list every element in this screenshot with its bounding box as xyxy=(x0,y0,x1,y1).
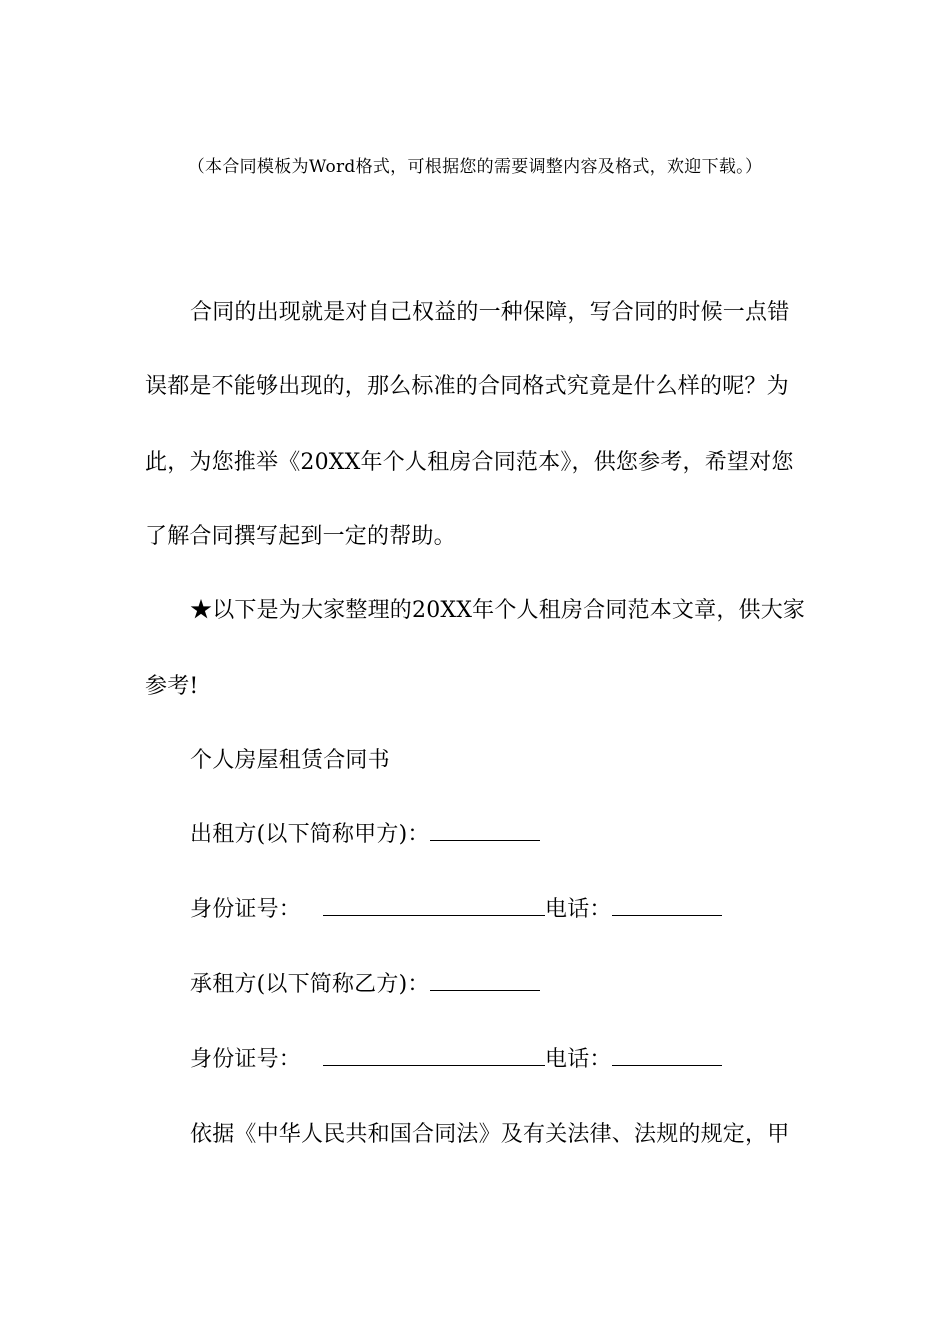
intro-line-3: 此，为您推举《20XX年个人租房合同范本》，供您参考，希望对您 xyxy=(145,450,794,475)
intro-line-1: 合同的出现就是对自己权益的一种保障，写合同的时候一点错 xyxy=(190,300,790,325)
lessee-phone-blank xyxy=(612,1045,722,1066)
lessee-phone-label: 电话： xyxy=(545,1047,612,1072)
lessee-blank xyxy=(430,970,540,991)
lessor-row xyxy=(190,820,540,850)
lessee-label: 承租方(以下简称乙方)： xyxy=(190,972,430,997)
lessor-label: 出租方(以下简称甲方)： xyxy=(190,822,430,847)
lessor-id-label: 身份证号： xyxy=(190,897,302,922)
lessor-blank xyxy=(430,820,540,841)
basis-line: 依据《中华人民共和国合同法》及有关法律、法规的规定，甲 xyxy=(190,1122,790,1147)
contract-title: 个人房屋租赁合同书 xyxy=(190,748,390,773)
notice-line-1: ★以下是为大家整理的20XX年个人租房合同范本文章，供大家 xyxy=(190,598,806,623)
lessor-phone-blank xyxy=(612,895,722,916)
intro-line-2: 误都是不能够出现的，那么标准的合同格式究竟是什么样的呢？为 xyxy=(145,374,789,399)
intro-line-4: 了解合同撰写起到一定的帮助。 xyxy=(145,524,456,549)
template-note: （本合同模板为Word格式，可根据您的需要调整内容及格式，欢迎下载。） xyxy=(187,157,763,177)
lessor-id-blank xyxy=(323,895,545,916)
lessor-phone-label: 电话： xyxy=(545,897,612,922)
notice-line-2: 参考! xyxy=(145,674,199,699)
lessee-id-blank xyxy=(323,1045,545,1066)
lessee-row xyxy=(190,970,540,1000)
lessor-id-row xyxy=(190,895,722,925)
lessee-id-row xyxy=(190,1045,722,1075)
lessee-id-label: 身份证号： xyxy=(190,1047,302,1072)
